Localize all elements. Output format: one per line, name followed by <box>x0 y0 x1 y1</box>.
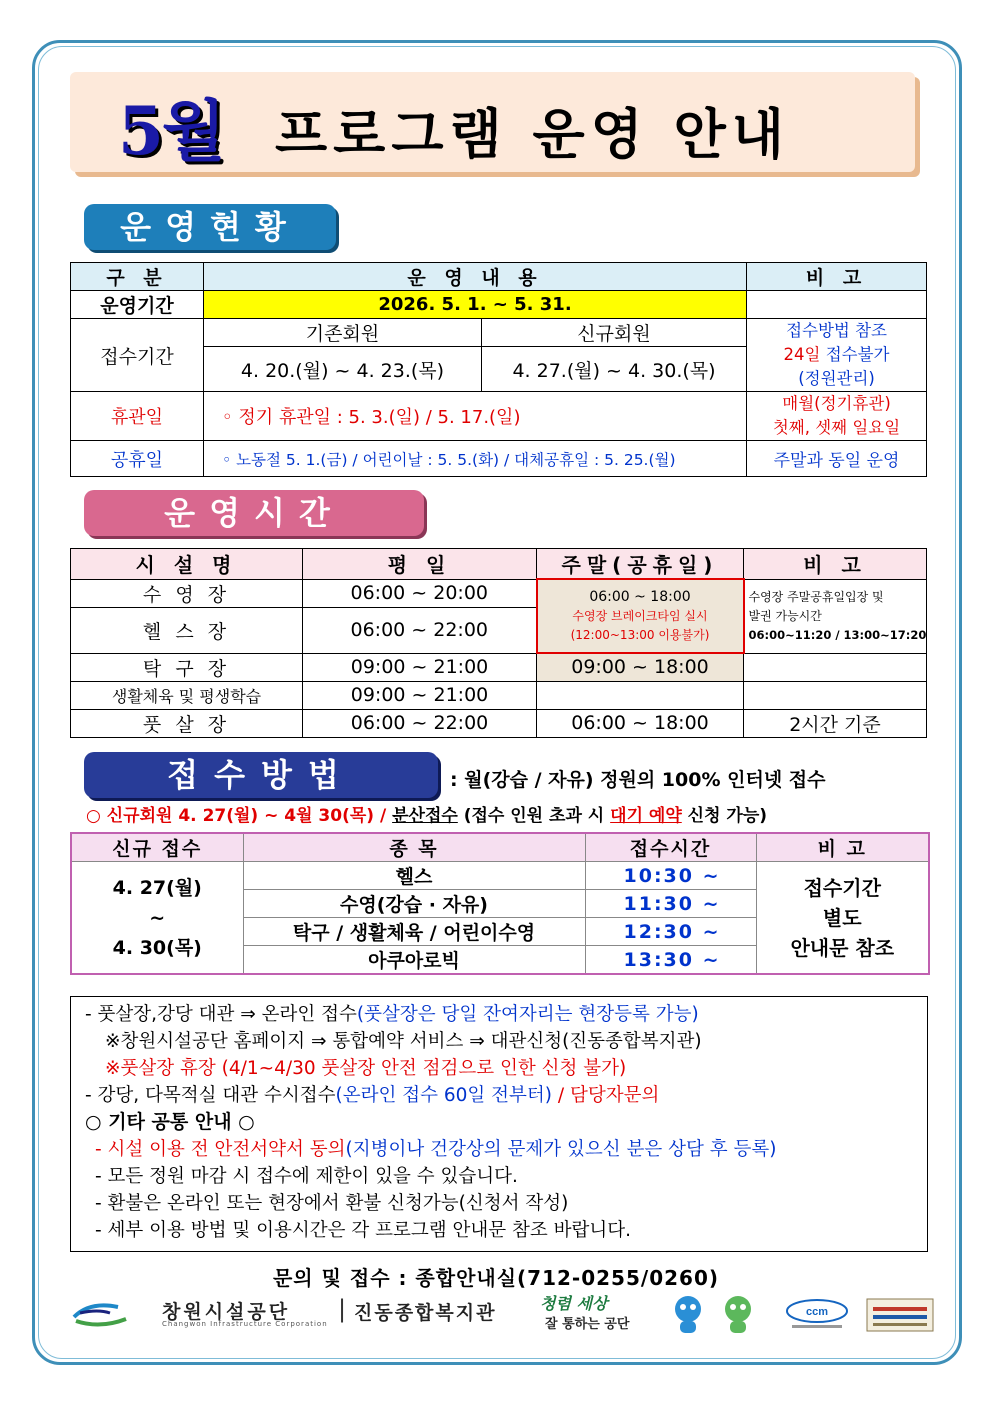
header-weekend: 주말(공휴일) <box>537 549 744 580</box>
operation-status-table <box>70 262 927 477</box>
notice-line-2: ※창원시설공단 홈페이지 ⇒ 통합예약 서비스 ⇒ 대관신청(진동종합복지관) <box>105 1031 702 1052</box>
facility-futsal: 풋 살 장 <box>71 709 303 737</box>
holiday-note: 주말과 동일 운영 <box>747 441 927 477</box>
closed-label: 휴관일 <box>71 392 204 441</box>
header-facility: 시 설 명 <box>71 549 303 580</box>
holiday-value: ◦ 노동절 5. 1.(금) / 어린이날 : 5. 5.(화) / 대체공휴일 : 5. 25.(월) <box>204 441 747 477</box>
pool-weekday: 06:00 ~ 20:00 <box>303 579 537 607</box>
reg-note <box>747 319 927 392</box>
new-line-paren: (접수 인원 초과 시 <box>457 806 611 826</box>
reg-date-range <box>71 862 243 975</box>
notice-line-4 <box>85 1082 913 1109</box>
slogan-communication: 잘 통하는 공단 <box>545 1317 630 1332</box>
new-member-label: 신규회원 <box>482 319 747 347</box>
closed-note <box>747 392 927 441</box>
item-gym: 헬스 <box>243 862 585 890</box>
lifelong-note <box>744 681 927 709</box>
section-operation-status: 운영현황 <box>84 204 336 250</box>
notice-line-1 <box>85 1001 913 1028</box>
notice-hall-contact: / 담당자문의 <box>552 1085 660 1106</box>
header-note: 비 고 <box>756 833 929 862</box>
center-name: 진동종합복지관 <box>354 1302 497 1324</box>
reg-note-line3: (정원관리) <box>798 369 875 388</box>
header-category: 구 분 <box>71 263 204 291</box>
time-tennis-sports: 12:30 ~ <box>585 918 756 946</box>
svg-text:ccm: ccm <box>805 1306 829 1318</box>
section-registration-method: 접수방법 <box>84 752 438 798</box>
header-content: 운 영 내 용 <box>204 263 747 291</box>
existing-member-dates: 4. 20.(월) ~ 4. 23.(목) <box>204 347 482 392</box>
pool-note <box>744 579 927 653</box>
pool-break-line1: 수영장 브레이크타임 실시 <box>572 608 708 623</box>
closed-note-line1: 매월(정기휴관) <box>782 394 891 413</box>
table-tennis-note <box>744 653 927 681</box>
waitlist-text: 대기 예약 <box>610 806 682 826</box>
closed-note-line2: 첫째, 셋째 일요일 <box>772 418 901 437</box>
mascot-blue-icon <box>668 1293 708 1335</box>
title-banner <box>70 72 915 172</box>
notice-line-6 <box>85 1136 913 1163</box>
notice-rental-detail: (풋살장은 당일 잔여자리는 현장등록 가능) <box>356 1004 699 1025</box>
notice-line-7: - 모든 정원 마감 시 접수에 제한이 있을 수 있습니다. <box>95 1166 518 1187</box>
slogan-clean: 청렴 세상 <box>540 1294 608 1313</box>
pool-note-line2: 발권 가능시간 <box>748 608 822 623</box>
pool-note-line3: 06:00~11:20 / 13:00~17:20 <box>748 627 927 642</box>
time-aquarobic: 13:30 ~ <box>585 946 756 975</box>
notice-box <box>70 996 928 1252</box>
holiday-label: 공휴일 <box>71 441 204 477</box>
reg-date-tilde: ~ <box>149 906 166 929</box>
corp-name: 창원시설공단 <box>162 1301 291 1323</box>
split-reg-text: 분산접수 <box>392 806 458 826</box>
header-note: 비 고 <box>744 549 927 580</box>
pool-weekend-hours: 06:00 ~ 18:00 <box>589 588 691 605</box>
reg-note-day: 24일 <box>783 345 821 364</box>
operation-hours-table <box>70 548 927 738</box>
facility-lifelong: 생활체육 및 평생학습 <box>71 681 303 709</box>
facility-gym: 헬 스 장 <box>71 607 303 653</box>
section-operation-hours: 운영시간 <box>84 490 424 536</box>
pool-break-line2: (12:00~13:00 이용불가) <box>570 627 710 642</box>
futsal-weekend: 06:00 ~ 18:00 <box>537 709 744 737</box>
mascot-green-icon <box>718 1293 758 1335</box>
period-label: 운영기간 <box>71 291 204 319</box>
notice-line-8: - 환불은 온라인 또는 현장에서 환불 신청가능(신청서 작성) <box>95 1193 569 1214</box>
period-note <box>747 291 927 319</box>
new-line-end: 신청 가능) <box>681 806 768 826</box>
pool-gym-weekend <box>537 579 744 653</box>
new-member-line <box>86 801 767 826</box>
corp-name-en: Changwon Infrastructure Corporation <box>162 1320 328 1328</box>
reg-note-line2 <box>749 343 924 367</box>
notice-safety-detail: (지병이나 건강상의 문제가 있으신 분은 상담 후 등록) <box>345 1139 777 1160</box>
header-new-reg: 신규 접수 <box>71 833 243 862</box>
notice-line-5: ○ 기타 공통 안내 ○ <box>85 1111 255 1133</box>
item-tennis-sports: 탁구 / 생활체육 / 어린이수영 <box>243 918 585 946</box>
notice-line-9: - 세부 이용 방법 및 이용시간은 각 프로그램 안내문 참조 바랍니다. <box>95 1220 632 1241</box>
header-note: 비 고 <box>747 263 927 291</box>
certification-badge-icon <box>865 1297 935 1333</box>
notice-hall-detail: (온라인 접수 60일 전부터) <box>335 1085 553 1106</box>
new-member-dates-text: ○ 신규회원 4. 27(월) ~ 4월 30(목) / <box>86 806 393 826</box>
contact-info: 문의 및 접수 : 종합안내실(712-0255/0260) <box>272 1266 719 1290</box>
ccm-badge-icon <box>782 1297 852 1331</box>
online-accept-line: : 월(강습 / 자유) 정원의 100% 인터넷 접수 <box>450 769 826 791</box>
corp-logo-icon <box>70 1299 146 1329</box>
time-swim: 11:30 ~ <box>585 890 756 918</box>
reg-note-line3: 안내문 참조 <box>790 935 895 960</box>
new-member-dates: 4. 27.(월) ~ 4. 30.(목) <box>482 347 747 392</box>
notice-safety-text: - 시설 이용 전 안전서약서 동의 <box>95 1139 346 1160</box>
header-time: 접수시간 <box>585 833 756 862</box>
facility-pool: 수 영 장 <box>71 579 303 607</box>
futsal-weekday: 06:00 ~ 22:00 <box>303 709 537 737</box>
facility-table-tennis: 탁 구 장 <box>71 653 303 681</box>
lifelong-weekday: 09:00 ~ 21:00 <box>303 681 537 709</box>
reg-label: 접수기간 <box>71 319 204 392</box>
gym-weekday: 06:00 ~ 22:00 <box>303 607 537 653</box>
table-tennis-weekend: 09:00 ~ 18:00 <box>537 653 744 681</box>
table-tennis-weekday: 09:00 ~ 21:00 <box>303 653 537 681</box>
lifelong-weekend <box>537 681 744 709</box>
notice-rental-text: - 풋살장,강당 대관 ⇒ 온라인 접수 <box>85 1004 357 1025</box>
period-value: 2026. 5. 1. ~ 5. 31. <box>204 291 747 319</box>
reg-note-closed: 접수불가 <box>820 345 890 364</box>
notice-line-3: ※풋살장 휴장 (4/1~4/30 풋살장 안전 점검으로 인한 신청 불가) <box>105 1058 627 1079</box>
title-month: 5월 <box>118 92 224 170</box>
title-text: 프로그램 운영 안내 <box>275 102 790 166</box>
existing-member-label: 기존회원 <box>204 319 482 347</box>
time-gym: 10:30 ~ <box>585 862 756 890</box>
pool-note-line1: 수영장 주말공휴일입장 및 <box>748 589 884 604</box>
footer-separator: | <box>338 1295 347 1323</box>
notice-hall-text: - 강당, 다목적실 대관 수시접수 <box>85 1085 336 1106</box>
item-swim: 수영(강습 · 자유) <box>243 890 585 918</box>
header-item: 종 목 <box>243 833 585 862</box>
reg-date-start: 4. 27(월) <box>112 876 202 899</box>
reg-note-line1: 접수방법 참조 <box>786 321 887 340</box>
item-aquarobic: 아쿠아로빅 <box>243 946 585 975</box>
reg-note-line2: 별도 <box>822 905 862 930</box>
futsal-note: 2시간 기준 <box>744 709 927 737</box>
reg-note <box>756 862 929 975</box>
footer-logos <box>70 1293 940 1337</box>
header-weekday: 평 일 <box>303 549 537 580</box>
reg-date-end: 4. 30(목) <box>112 936 202 959</box>
reg-note-line1: 접수기간 <box>803 875 881 900</box>
closed-value: ◦ 정기 휴관일 : 5. 3.(일) / 5. 17.(일) <box>204 392 747 441</box>
registration-table <box>70 832 930 975</box>
